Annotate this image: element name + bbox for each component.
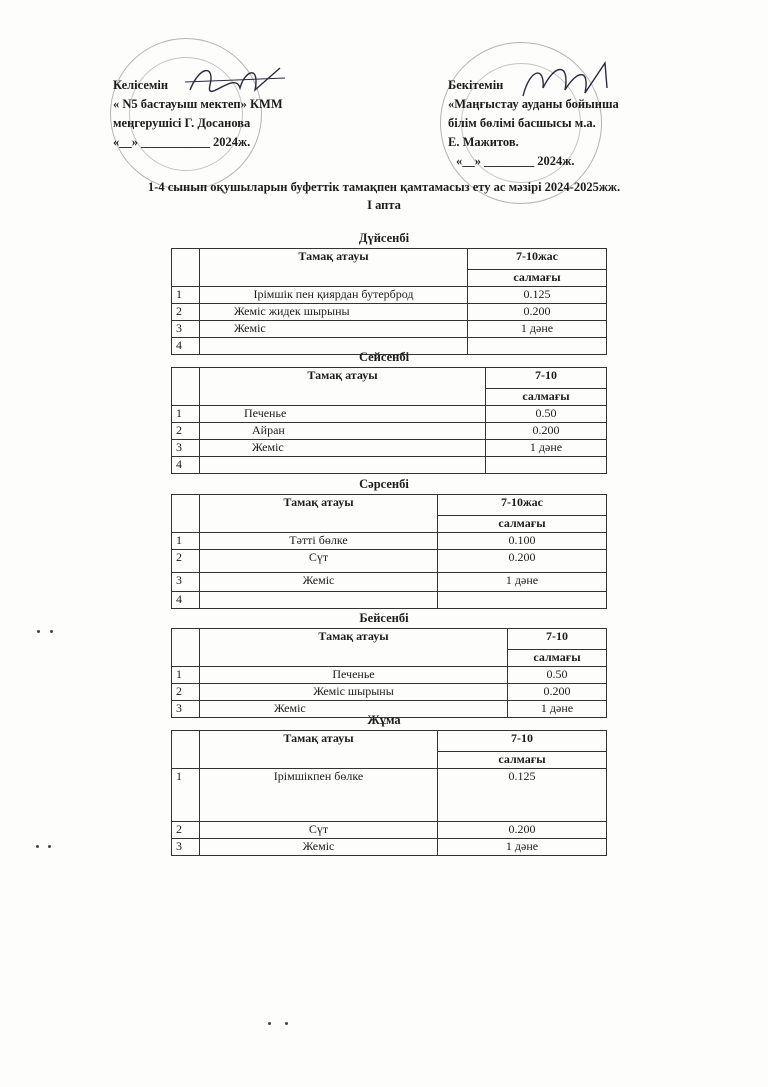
table-row: 3 Жеміс 1 дәне xyxy=(172,701,607,718)
column-header-unit: салмағы xyxy=(508,650,607,667)
table-row: 3 Жеміс 1 дәне xyxy=(172,440,607,457)
column-header-unit: салмағы xyxy=(468,270,607,287)
table-row: 1 Печенье 0.50 xyxy=(172,406,607,423)
table-header-row xyxy=(172,731,607,752)
scan-speck xyxy=(268,1022,271,1025)
column-header-name: Тамақ атауы xyxy=(200,629,508,667)
table-row: 4 xyxy=(172,457,607,474)
table-header-row xyxy=(172,629,607,650)
column-header-name: Тамақ атауы xyxy=(200,495,438,533)
table-header-row xyxy=(172,368,607,389)
approval-right-line4: Е. Мажитов. xyxy=(448,135,519,149)
column-header-unit: салмағы xyxy=(438,516,607,533)
table-row: 2 Сүт 0.200 xyxy=(172,822,607,839)
column-header-name: Тамақ атауы xyxy=(200,368,486,406)
scan-speck xyxy=(37,630,40,633)
scan-speck xyxy=(36,845,39,848)
approval-left-line4: «__» ___________ 2024ж. xyxy=(113,135,251,149)
table-row: 4 xyxy=(172,592,607,609)
column-header-name: Тамақ атауы xyxy=(200,731,438,769)
approval-left-line1: Келісемін xyxy=(113,78,169,92)
column-header-age: 7-10жас xyxy=(468,249,607,270)
table-row: 2 Сүт 0.200 xyxy=(172,550,607,573)
table-row: 3 Жеміс 1 дәне xyxy=(172,839,607,856)
table-row: 1 Ірімшікпен бөлке 0.125 xyxy=(172,769,607,822)
week-label: I апта xyxy=(367,198,401,212)
table-row: 2 Жеміс шырыны 0.200 xyxy=(172,684,607,701)
menu-table-monday xyxy=(171,248,607,355)
document-title: 1-4 сынып оқушыларын буфеттік тамақпен қамтамасыз ету ас мәзірі 2024-2025жж. xyxy=(147,180,621,194)
column-header-name: Тамақ атауы xyxy=(200,249,468,287)
column-header-unit: салмағы xyxy=(438,752,607,769)
column-header-age: 7-10 xyxy=(508,629,607,650)
column-header-age: 7-10 xyxy=(486,368,607,389)
table-row: 1 Ірімшік пен қиярдан бутерброд 0.125 xyxy=(172,287,607,304)
table-row: 4 xyxy=(172,338,607,355)
menu-table-friday xyxy=(171,730,607,856)
table-header-row xyxy=(172,495,607,516)
table-row: 2 Жеміс жидек шырыны 0.200 xyxy=(172,304,607,321)
menu-table-tuesday xyxy=(171,367,607,474)
day-heading-monday: Дүйсенбі xyxy=(358,231,410,245)
column-header-age: 7-10жас xyxy=(438,495,607,516)
scan-speck xyxy=(285,1022,288,1025)
table-header-row xyxy=(172,249,607,270)
table-row: 3 Жеміс 1 дәне xyxy=(172,321,607,338)
table-row: 1 Тәтті бөлке 0.100 xyxy=(172,533,607,550)
day-heading-tuesday: Сейсенбі xyxy=(358,350,410,364)
menu-table-thursday xyxy=(171,628,607,718)
table-row: 3 Жеміс 1 дәне xyxy=(172,573,607,592)
column-header-age: 7-10 xyxy=(438,731,607,752)
column-header-unit: салмағы xyxy=(486,389,607,406)
scan-speck xyxy=(48,845,51,848)
approval-right-line3: білім бөлімі басшысы м.а. xyxy=(448,116,596,130)
approval-left-line2: « N5 бастауыш мектеп» КММ xyxy=(113,97,283,111)
approval-right-line5: «__» ________ 2024ж. xyxy=(456,154,575,168)
approval-right-line2: «Маңғыстау ауданы бойынша xyxy=(448,97,619,111)
table-row: 2 Айран 0.200 xyxy=(172,423,607,440)
approval-right-line1: Бекітемін xyxy=(448,78,504,92)
day-heading-thursday: Бейсенбі xyxy=(359,611,409,625)
scan-speck xyxy=(50,630,53,633)
day-heading-wednesday: Сәрсенбі xyxy=(359,477,409,491)
menu-table-wednesday xyxy=(171,494,607,609)
table-row: 1 Печенье 0.50 xyxy=(172,667,607,684)
day-heading-friday: Жұма xyxy=(367,713,401,727)
approval-block-right xyxy=(448,76,619,171)
approval-left-line3: меңгерушісі Г. Досанова xyxy=(113,116,251,130)
approval-block-left xyxy=(113,76,283,152)
